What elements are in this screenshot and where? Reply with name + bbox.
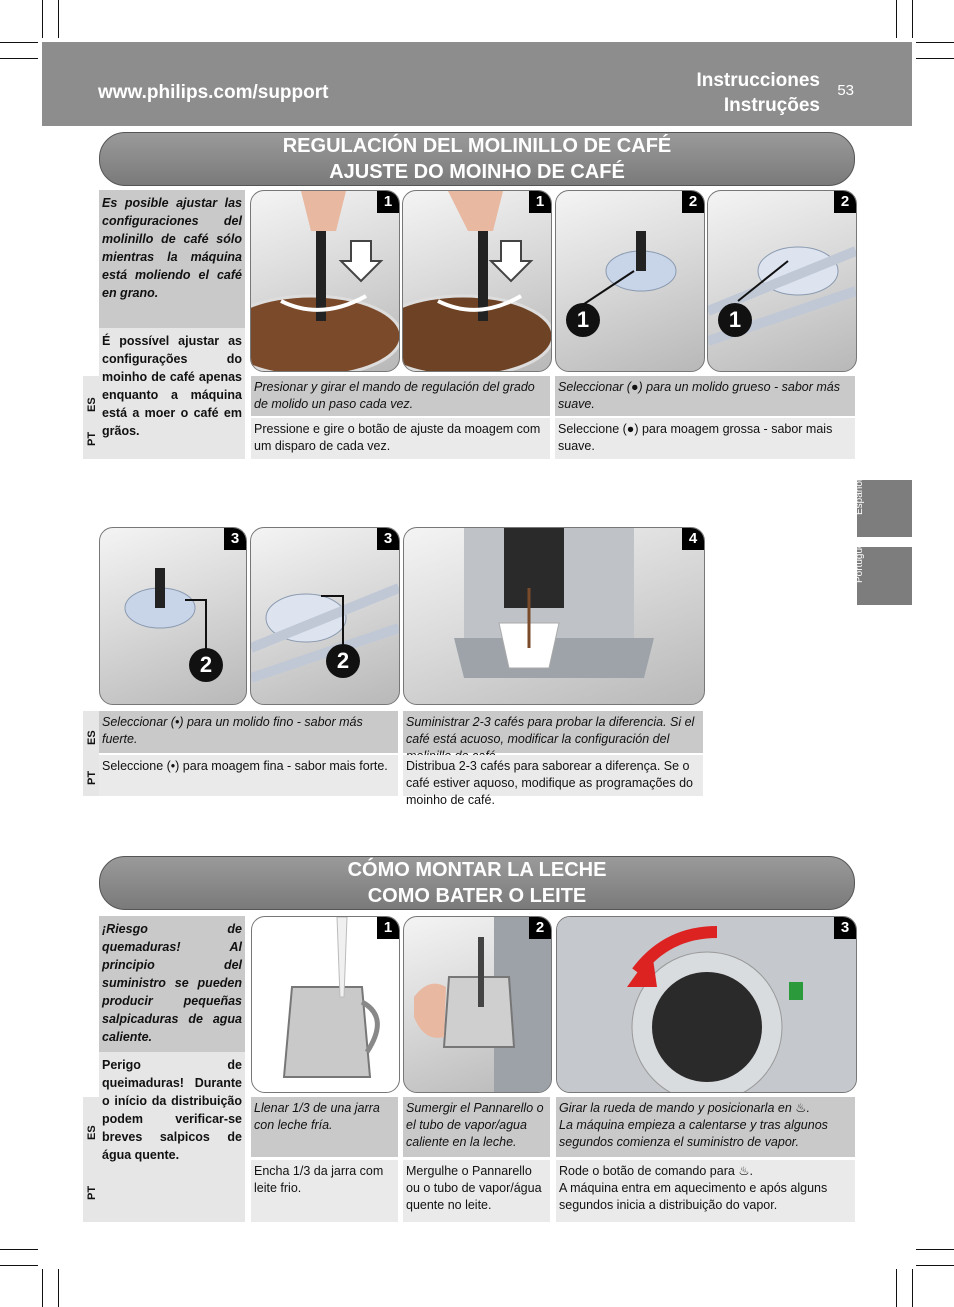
steam-icon: ♨ <box>738 1164 750 1178</box>
caption-step2-pt: Seleccione (●) para moagem grossa - sabor mais suave. <box>555 418 855 459</box>
support-url[interactable]: www.philips.com/support <box>98 82 329 103</box>
crop-mark <box>896 1269 897 1307</box>
lang-label-es: ES <box>86 1125 98 1140</box>
lang-label-pt: PT <box>86 1185 98 1200</box>
callout-1: 1 <box>566 303 600 337</box>
lang-column <box>83 1097 99 1222</box>
photo-grinder-coarse-setting <box>555 190 705 372</box>
section-title-milk: CÓMO MONTAR LA LECHE COMO BATER O LEITE <box>99 856 855 910</box>
note-pt: É possível ajustar as configurações do moinho de café apenas enquanto a máquina está a moer o café em grãos. <box>99 328 245 459</box>
grinder-illustration <box>403 191 551 371</box>
caption-step1-pt: Pressione e gire o botão de ajuste da moagem com um disparo de cada vez. <box>251 418 550 459</box>
crop-mark <box>912 1269 913 1307</box>
photo-machine-dispensing <box>403 527 705 705</box>
crop-mark <box>42 1269 43 1307</box>
caption-step1-es: Presionar y girar el mando de regulación del grado de molido un paso cada vez. <box>251 376 550 416</box>
grinder-top-illustration <box>100 528 246 704</box>
caption-step3-pt: Seleccione (•) para moagem fina - sabor mais forte. <box>99 755 398 796</box>
note-es: ¡Riesgo de quemaduras! Al principio del suministro se pueden producir pequeñas salpicaduras de agua caliente. <box>99 916 245 1052</box>
step-number: 2 <box>529 917 551 939</box>
lang-column <box>83 376 99 459</box>
crop-mark <box>42 0 43 38</box>
step-number: 3 <box>224 528 246 550</box>
lang-label-es: ES <box>86 397 98 412</box>
crop-mark <box>916 42 954 43</box>
side-tab-portugues[interactable]: Português <box>857 547 912 605</box>
page-header <box>42 42 912 126</box>
grinder-top-illustration <box>556 191 704 371</box>
milk-jug-illustration <box>252 917 399 1092</box>
caption-milk2-es: Sumergir el Pannarello o el tubo de vapor/agua caliente en la leche. <box>403 1097 550 1157</box>
caption-milk1-pt: Encha 1/3 da jarra com leite frio. <box>251 1160 398 1222</box>
machine-illustration <box>404 528 704 704</box>
step-number: 1 <box>377 191 399 213</box>
caption-milk2-pt: Mergulhe o Pannarello ou o tubo de vapor/água quente no leite. <box>403 1160 550 1222</box>
step-number: 3 <box>377 528 399 550</box>
caption-step4-pt: Distribua 2-3 cafés para saborear a diferença. Se o café estiver aquoso, modifique as programações do moinho de café. <box>403 755 703 796</box>
grinder-closeup-illustration <box>708 191 856 371</box>
callout-2: 2 <box>326 644 360 678</box>
caption-milk1-es: Llenar 1/3 de una jarra con leche fría. <box>251 1097 398 1157</box>
crop-mark <box>916 1265 954 1266</box>
crop-mark <box>58 0 59 38</box>
step-number: 2 <box>682 191 704 213</box>
grinder-illustration <box>251 191 399 371</box>
note-es: Es posible ajustar las configuraciones del molinillo de café sólo mientras la máquina está moliendo el café en grano. <box>99 190 245 328</box>
caption-step3-es: Seleccionar (•) para un molido fino - sabor más fuerte. <box>99 711 398 753</box>
crop-mark <box>0 1265 38 1266</box>
photo-grinder-coarse-closeup <box>707 190 857 372</box>
side-tab-espanol[interactable]: Español <box>857 480 912 537</box>
page-number: 53 <box>837 82 854 99</box>
note-pt: Perigo de queimaduras! Durante o início da distribuição podem verificar-se breves salpicos de água quente. <box>99 1052 245 1222</box>
lang-label-pt: PT <box>86 431 98 446</box>
step-number: 1 <box>529 191 551 213</box>
photo-pannarello-in-milk <box>403 916 552 1093</box>
caption-step2-es: Seleccionar (●) para un molido grueso - sabor más suave. <box>555 376 855 416</box>
crop-mark <box>916 58 954 59</box>
photo-control-knob <box>556 916 857 1093</box>
pannarello-illustration <box>404 917 551 1092</box>
control-panel-illustration <box>557 917 856 1092</box>
crop-mark <box>58 1269 59 1307</box>
grinder-closeup-illustration <box>251 528 399 704</box>
crop-mark <box>0 58 38 59</box>
photo-grinder-fine-setting <box>99 527 247 705</box>
lang-label-pt: PT <box>86 770 98 785</box>
section-title-grinder: REGULACIÓN DEL MOLINILLO DE CAFÉ AJUSTE DO MOINHO DE CAFÉ <box>99 132 855 186</box>
lang-label-es: ES <box>86 730 98 745</box>
step-number: 1 <box>377 917 399 939</box>
caption-step4-es: Suministrar 2-3 cafés para probar la diferencia. Si el café está acuoso, modificar la configuración del <box>403 711 703 753</box>
callout-1: 1 <box>718 303 752 337</box>
crop-mark <box>0 1249 38 1250</box>
photo-grinder-fine-closeup <box>250 527 400 705</box>
header-title-pt: Instruções <box>723 95 820 116</box>
callout-2: 2 <box>189 648 223 682</box>
crop-mark <box>0 42 38 43</box>
caption-milk3-es: Girar la rueda de mando y posicionarla en ♨. La máquina empieza a calentarse y tras algunos segundos comienza el suministro de vapor. <box>556 1097 855 1157</box>
step-number: 2 <box>834 191 856 213</box>
steam-icon: ♨ <box>795 1101 807 1115</box>
step-number: 4 <box>682 528 704 550</box>
crop-mark <box>912 0 913 38</box>
photo-milk-jug <box>251 916 400 1093</box>
crop-mark <box>916 1249 954 1250</box>
caption-milk3-pt: Rode o botão de comando para ♨. A máquina entra em aquecimento e após alguns segundos inicia a distribuição do vapor. <box>556 1160 855 1222</box>
photo-grinder-knob-press <box>250 190 400 372</box>
step-number: 3 <box>834 917 856 939</box>
photo-grinder-knob-turn <box>402 190 552 372</box>
header-title-es: Instrucciones <box>696 70 820 91</box>
crop-mark <box>896 0 897 38</box>
